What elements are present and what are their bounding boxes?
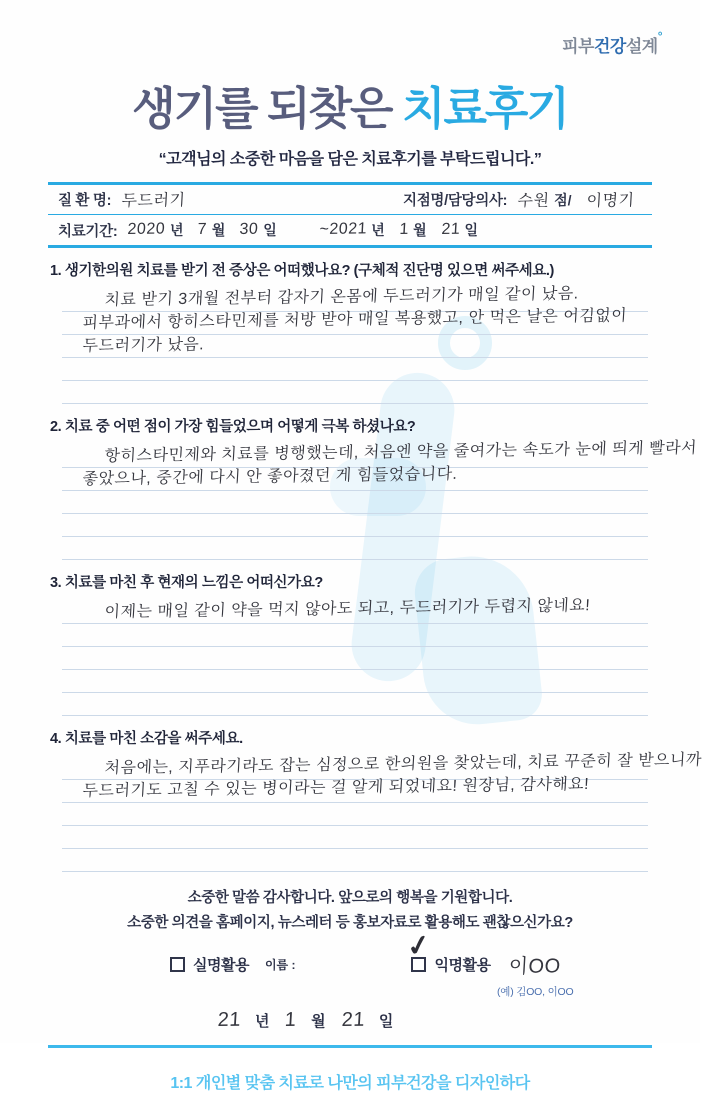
consent-question: 소중한 의견을 홈페이지, 뉴스레터 등 홍보자료로 활용해도 괜찮으신가요? bbox=[127, 915, 573, 931]
info-row-period bbox=[48, 215, 652, 245]
name-field-label: 이름 : bbox=[264, 958, 296, 972]
answer-ruled-line bbox=[62, 381, 648, 404]
degree-mark-icon: ° bbox=[657, 29, 662, 43]
answer-ruled-line bbox=[62, 491, 648, 514]
answer-ruled-line bbox=[62, 358, 648, 381]
answer-ruled-line bbox=[62, 624, 648, 647]
day-unit: 일 bbox=[378, 1013, 394, 1030]
treatment-period-label: 치료기간: bbox=[58, 223, 118, 240]
logo-text-accent: 건강 bbox=[593, 37, 626, 56]
real-name-checkbox[interactable] bbox=[170, 957, 185, 972]
answer-area bbox=[62, 595, 648, 716]
period-end-day: 21 bbox=[440, 220, 461, 239]
day-unit: 일 bbox=[464, 222, 478, 238]
footer-divider bbox=[48, 1045, 652, 1048]
handwritten-answer-text: 두드러기도 고칠 수 있는 병이라는 걸 알게 되었네요! 원장님, 감사해요! bbox=[82, 775, 590, 801]
question-block bbox=[50, 571, 652, 716]
answer-ruled-line bbox=[62, 595, 648, 624]
answer-ruled-line bbox=[62, 670, 648, 693]
page-title bbox=[0, 72, 700, 137]
footer-slogan: 1:1 개인별 맞춤 치료로 나만의 피부건강을 디자인하다 bbox=[170, 1075, 530, 1092]
doctor-value: 이명기 bbox=[585, 192, 635, 211]
thanks-message: 소중한 말씀 감사합니다. 앞으로의 행복을 기원합니다. bbox=[187, 890, 513, 906]
handwritten-answer-text: 이제는 매일 같이 약을 먹지 않아도 되고, 두드러기가 두렵지 않네요! bbox=[104, 597, 591, 622]
question-label: 2. 치료 중 어떤 점이 가장 힘들었으며 어떻게 극복 하셨나요? bbox=[50, 419, 416, 435]
branch-suffix-label: 점/ bbox=[554, 191, 572, 208]
branch-value: 수원 bbox=[517, 192, 551, 211]
answer-ruled-line bbox=[62, 514, 648, 537]
answer-ruled-line bbox=[62, 465, 648, 491]
period-start-month: 7 bbox=[197, 220, 208, 239]
question-block bbox=[50, 415, 698, 560]
month-unit: 월 bbox=[311, 1013, 326, 1030]
logo-text: 피부 bbox=[562, 37, 594, 56]
answer-ruled-line bbox=[62, 335, 648, 358]
year-unit: 년 bbox=[254, 1013, 270, 1030]
year-unit: 년 bbox=[371, 222, 385, 238]
branch-doctor-label: 지점명/담당의사: bbox=[403, 193, 508, 209]
page-subtitle: “고객님의 소중한 마음을 담은 치료후기를 부탁드립니다.” bbox=[158, 151, 542, 168]
patient-info-table bbox=[48, 182, 652, 248]
name-example-hint: (예) 김OO, 이OO bbox=[497, 986, 574, 998]
page-title-normal: 생기를 되찾은 bbox=[132, 83, 402, 134]
anonymous-name-value: 이OO bbox=[508, 955, 562, 979]
year-unit: 년 bbox=[169, 222, 184, 238]
period-start-year: 2020 bbox=[127, 220, 166, 239]
handwritten-answer-text: 좋았으나, 중간에 다시 안 좋아졌던 게 힘들었습니다. bbox=[82, 465, 458, 489]
answer-ruled-line bbox=[62, 693, 648, 716]
answer-area bbox=[62, 439, 698, 560]
anonymous-label: 익명활용 bbox=[434, 957, 491, 974]
answer-ruled-line bbox=[62, 537, 648, 560]
handwritten-answer-text: 항히스타민제와 치료를 병행했는데, 처음엔 약을 줄여가는 속도가 눈에 띄게 빨라서 bbox=[104, 439, 698, 466]
handwritten-answer-text: 피부과에서 항히스타민제를 처방 받아 매일 복용했고, 안 먹은 날은 어김없이 bbox=[82, 307, 628, 333]
questions bbox=[0, 259, 703, 872]
question-label: 4. 치료를 마친 소감을 써주세요. bbox=[50, 731, 243, 747]
period-end-month: 1 bbox=[398, 220, 410, 239]
consent-section bbox=[0, 886, 700, 1032]
answer-ruled-line bbox=[62, 826, 648, 849]
handwritten-answer-text: 치료 받기 3개월 전부터 갑자기 온몸에 두드러기가 매일 같이 났음. bbox=[104, 285, 580, 310]
answer-ruled-line bbox=[62, 803, 648, 826]
month-unit: 월 bbox=[211, 222, 226, 238]
check-mark-icon: ✓ bbox=[404, 928, 434, 963]
date-day-value: 21 bbox=[340, 1008, 366, 1032]
answer-area bbox=[62, 283, 648, 404]
question-block bbox=[50, 727, 703, 872]
question-label: 1. 생기한의원 치료를 받기 전 증상은 어떠했나요? (구체적 진단명 있으면 써주세요.) bbox=[50, 263, 554, 279]
handwritten-answer-text: 두드러기가 났음. bbox=[82, 336, 205, 356]
consent-options-row bbox=[170, 928, 700, 979]
logo-text: 설계 bbox=[625, 37, 658, 56]
question-block bbox=[50, 259, 652, 404]
clinic-logo bbox=[0, 0, 700, 56]
signature-date bbox=[0, 1009, 655, 1032]
answer-ruled-line bbox=[62, 647, 648, 670]
real-name-label: 실명활용 bbox=[193, 957, 249, 974]
handwritten-answer-text: 처음에는, 지푸라기라도 잡는 심정으로 한의원을 찾았는데, 치료 꾸준히 잘 받으니까 bbox=[104, 751, 703, 778]
info-row-disease bbox=[48, 185, 652, 215]
day-unit: 일 bbox=[263, 222, 277, 238]
disease-name-label: 질 환 명: bbox=[58, 193, 112, 209]
date-year-value: 21 bbox=[216, 1008, 242, 1032]
answer-ruled-line bbox=[62, 775, 648, 803]
month-unit: 월 bbox=[413, 222, 427, 238]
page-title-accent: 치료후기 bbox=[401, 83, 568, 134]
period-start-day: 30 bbox=[239, 220, 260, 239]
answer-area bbox=[62, 751, 703, 872]
anonymous-option bbox=[404, 928, 562, 979]
answer-ruled-line bbox=[62, 849, 648, 872]
disease-name-value: 두드러기 bbox=[121, 192, 187, 211]
period-end-year: ~2021 bbox=[318, 220, 368, 239]
date-month-value: 1 bbox=[284, 1008, 298, 1032]
question-label: 3. 치료를 마친 후 현재의 느낌은 어떠신가요? bbox=[50, 575, 323, 591]
